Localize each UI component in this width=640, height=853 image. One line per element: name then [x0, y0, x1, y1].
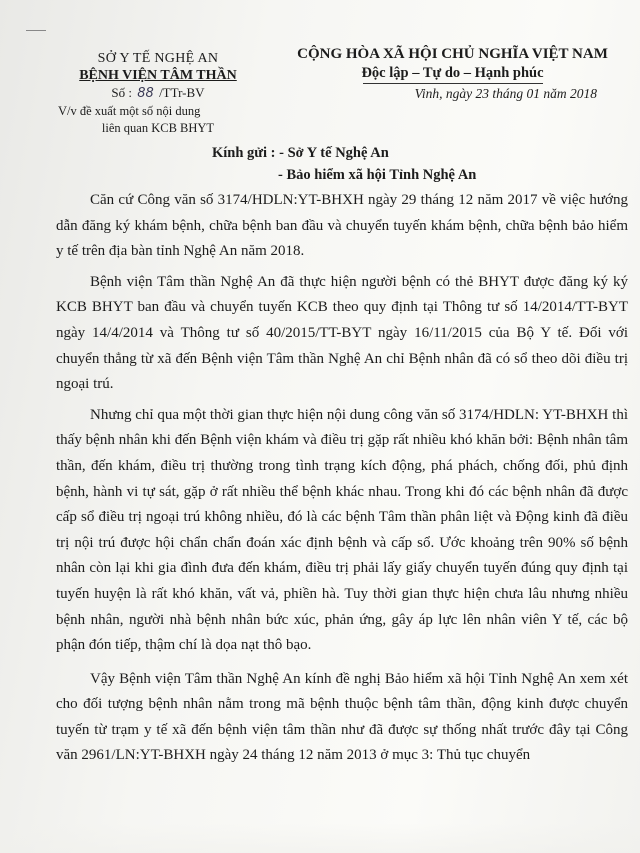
- date-place: Vinh, ngày 23 tháng 01 năm 2018: [414, 86, 597, 101]
- document-number-prefix: Số :: [111, 85, 133, 100]
- subject-line-1: V/v đề xuất một số nội dung: [58, 104, 201, 118]
- issuer-header: [58, 50, 258, 137]
- recipient-line-1: Kính gửi : - Sở Y tế Nghệ An: [212, 145, 389, 161]
- organization-name: BỆNH VIỆN TÂM THẦN: [79, 68, 237, 83]
- document-number: [58, 84, 258, 102]
- paragraph-1: Căn cứ Công văn số 3174/HDLN:YT-BHXH ngày 29 tháng 12 năm 2017 về việc hướng dẫn đăng ký khám bệnh, chữa bệnh ban đầu và chuyển tuyến khám bệnh, chữa bệnh bảo hiểm y tế trên địa bàn tỉnh Nghệ An năm 2018.: [56, 192, 628, 260]
- paragraph-4: Vậy Bệnh viện Tâm thần Nghệ An kính đề nghị Bảo hiểm xã hội Tỉnh Nghệ An xem xét cho đối tượng bệnh nhân nằm trong mã bệnh thuộc bệnh tâm thần, động kinh được chuyển tuyến từ trạm y tế xã đến bệnh viện tâm thần như đã được sự thống nhất trước đây tại Công văn 2961/LN:YT-BHXH ngày 24 tháng 12 năm 2013 ở mục 3: Thủ tục chuyển: [56, 670, 628, 764]
- paragraph-3: Nhưng chỉ qua một thời gian thực hiện nội dung công văn số 3174/HDLN: YT-BHXH thì thấy bệnh nhân khi đến Bệnh viện khám và điều trị gặp rất nhiều khó khăn bởi: Bệnh nhân tâm thần, đến khám, điều trị thường trong tình trạng kích động, phá phách, chống đối, phủ định bệnh, hành vi tự sát, gặp ở rất nhiều thể bệnh khác nhau. Trong khi đó các bệnh nhân đã được cấp sổ điều trị ngoại trú không nhiều, đó là các bệnh Tâm thần phân liệt và Động kinh đã điều trị nội trú được hội chẩn chẩn đoán xác định bệnh và cấp sổ. Ước khoảng trên 90% số bệnh nhân còn lại khi gia đình đưa đến khám, điều trị phải lấy giấy chuyển tuyến đúng quy định tại tuyến huyện là rất khó khăn, vất vả, phiền hà. Tuy thời gian thực hiện chưa lâu nhưng nhiều bệnh nhân, người nhà bệnh nhân bức xúc, phản ứng, gây áp lực lên nhân viên Y tế, các bộ phận đón tiếp, thậm chí là dọa nạt thô bạo.: [56, 406, 628, 654]
- motto-underline: [363, 83, 543, 84]
- document-number-suffix: /TTr-BV: [159, 85, 205, 100]
- national-header: [280, 46, 625, 102]
- edge-mark: [26, 30, 46, 31]
- handwritten-number: 88: [137, 86, 154, 101]
- recipients-block: [212, 142, 476, 186]
- national-motto: Độc lập – Tự do – Hạnh phúc: [361, 65, 544, 81]
- recipient-line-2: - Bảo hiểm xã hội Tỉnh Nghệ An: [278, 167, 477, 183]
- subject-line-2: liên quan KCB BHYT: [101, 121, 215, 135]
- paragraph-2: Bệnh viện Tâm thần Nghệ An đã thực hiện người bệnh có thẻ BHYT được đăng ký ký KCB BHYT ban đầu và chuyển tuyến KCB theo quy định tại Thông tư số 14/2014/TT-BYT ngày 14/4/2014 và Thông tư số 40/2015/TT-BYT ngày 16/11/2015 của Bộ Y tế. Đối với chuyển thẳng từ xã đến Bệnh viện Tâm thần Nghệ An chỉ Bệnh nhân đã có sổ theo dõi điều trị ngoại trú.: [56, 273, 628, 393]
- nation-title: CỘNG HÒA XÃ HỘI CHỦ NGHĨA VIỆT NAM: [297, 46, 608, 62]
- page-shadow: [0, 823, 640, 853]
- parent-organization: SỞ Y TẾ NGHỆ AN: [97, 51, 219, 66]
- body-text: [56, 188, 628, 774]
